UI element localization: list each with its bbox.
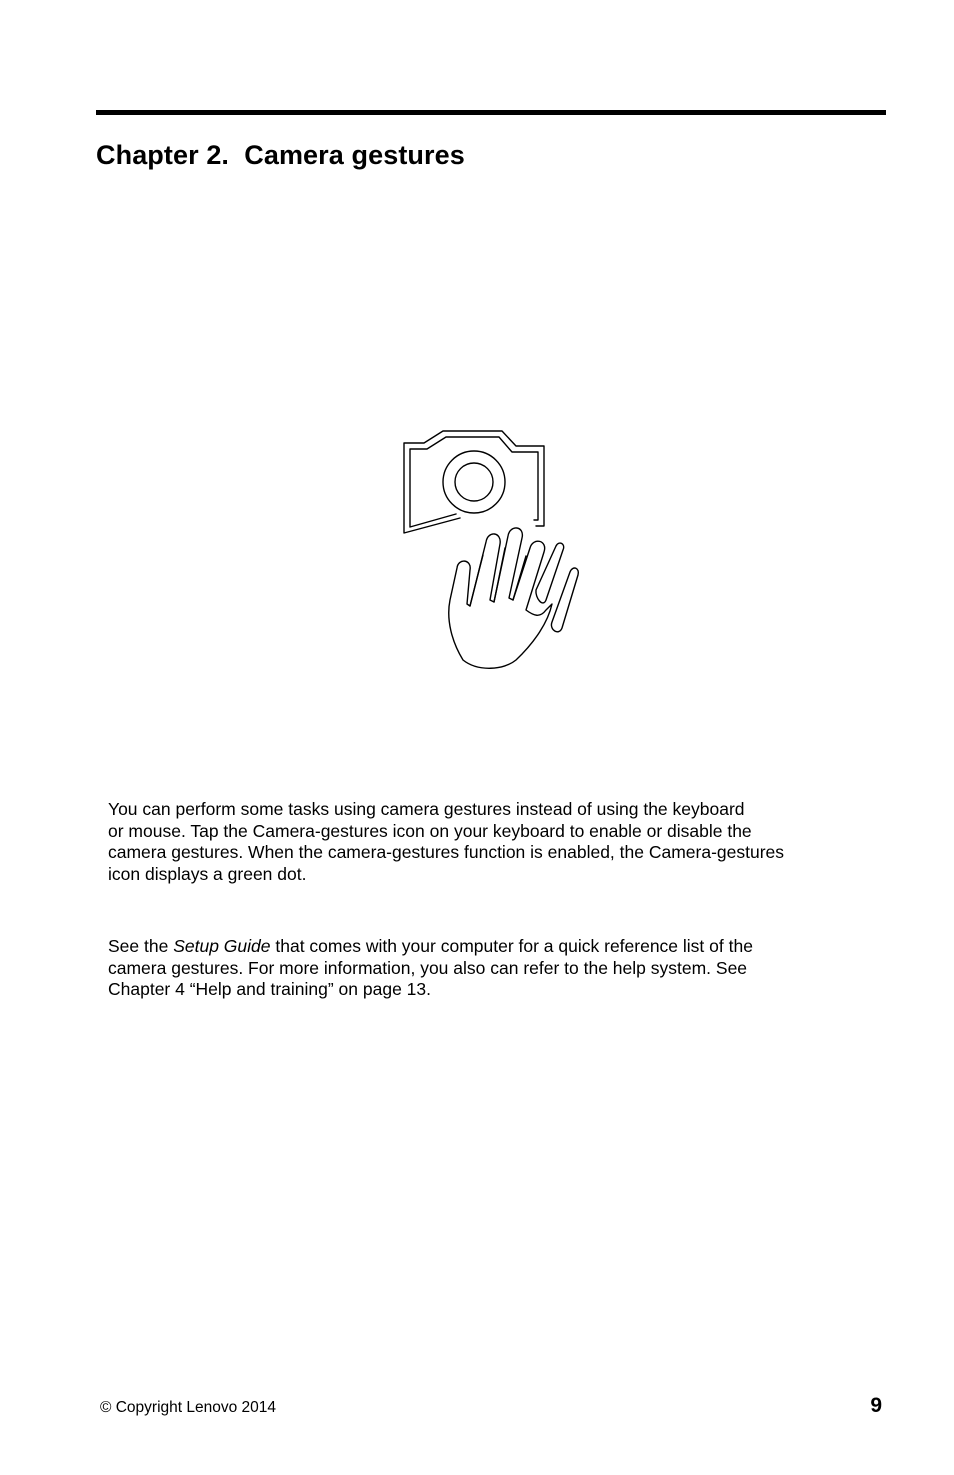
intro-paragraph-line: icon displays a green dot. — [108, 863, 307, 884]
reference-paragraph-line: Chapter 4 “Help and training” on page 13. — [108, 979, 431, 999]
camera-gesture-icon — [400, 428, 584, 674]
reference-paragraph-line: camera gestures. For more information, you also can refer to the help system. See — [108, 957, 748, 978]
intro-paragraph-line: camera gestures. When the camera-gestures function is enabled, the Camera-gestures — [108, 842, 785, 862]
reference-text: See the — [108, 936, 174, 956]
chapter-top-rule — [96, 110, 886, 115]
reference-paragraph — [108, 936, 868, 1001]
chapter-title: Chapter 2. Camera gestures — [96, 140, 465, 170]
setup-guide-title: Setup Guide — [173, 936, 271, 956]
reference-text: that comes with your computer for a quick reference list of the — [270, 936, 753, 956]
copyright-notice: © Copyright Lenovo 2014 — [100, 1399, 277, 1416]
reference-paragraph-line — [108, 936, 868, 958]
intro-paragraph-line: You can perform some tasks using camera gestures instead of using the keyboard — [108, 799, 745, 819]
intro-paragraph — [108, 799, 868, 885]
page-number: 9 — [870, 1394, 882, 1417]
intro-paragraph-line: or mouse. Tap the Camera-gestures icon on your keyboard to enable or disable the — [108, 820, 752, 841]
